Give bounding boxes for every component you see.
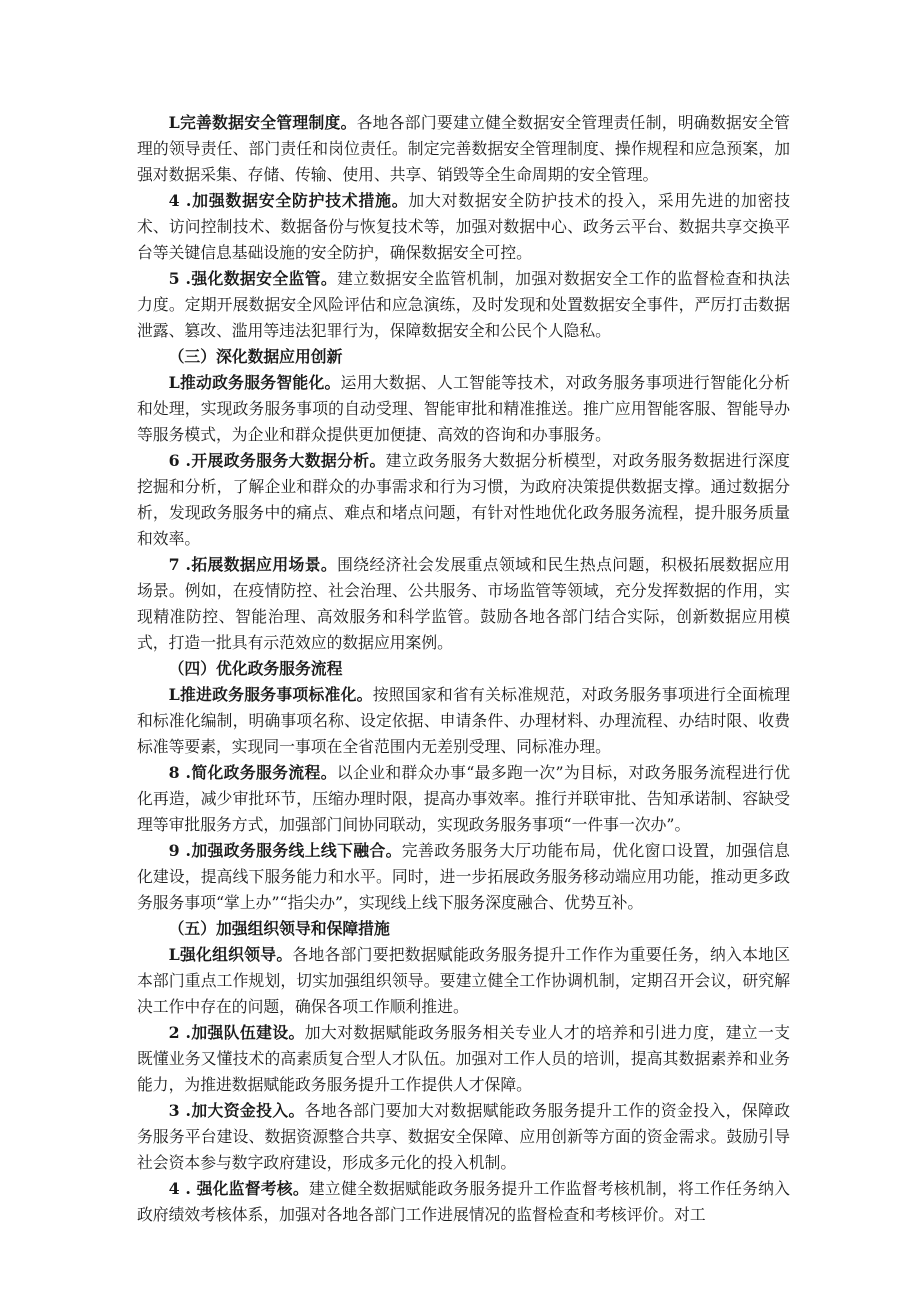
paragraph-text: 加大对数据安全防护技术的投入，采用先进的加密技术、访问控制技术、数据备份与恢复技术等，加强对数据中心、政务云平台、数据共享交换平台等关键信息基础设施的安全防护，确保数据安全可控。 — [137, 191, 790, 262]
paragraph-application-scenarios — [137, 552, 790, 656]
paragraph-text: 各地各部门要把数据赋能政务服务提升工作作为重要任务，纳入本地区本部门重点工作规划，切实加强组织领导。要建立健全工作协调机制，定期召开会议，研究解决工作中存在的问题，确保各项工作顺利推进。 — [137, 945, 790, 1016]
paragraph-label: 8 .简化政务服务流程。 — [168, 763, 337, 782]
paragraph-supervision-assessment — [137, 1176, 790, 1228]
paragraph-text: 围绕经济社会发展重点领域和民生热点问题，积极拓展数据应用场景。例如，在疫情防控、社会治理、公共服务、市场监管等领域，充分发挥数据的作用，实现精准防控、智能治理、高效服务和科学监管。鼓励各地各部门结合实际，创新数据应用模式，打造一批具有示范效应的数据应用案例。 — [137, 555, 790, 652]
paragraph-team-building — [137, 1020, 790, 1098]
paragraph-label: L推进政务服务事项标准化。 — [168, 685, 373, 704]
section-heading-4 — [137, 656, 790, 682]
paragraph-text: 以企业和群众办事“最多跑一次”为目标，对政务服务流程进行优化再造，减少审批环节，压缩办理时限，提高办事效率。推行并联审批、告知承诺制、容缺受理等审批服务方式，加强部门间协同联动，实现政务服务事项“一件事一次办”。 — [137, 763, 790, 834]
paragraph-text: 建立政务服务大数据分析模型，对政务服务数据进行深度挖掘和分析，了解企业和群众的办事需求和行为习惯，为政府决策提供数据支撑。通过数据分析，发现政务服务中的痛点、难点和堵点问题，有针对性地优化政务服务流程，提升服务质量和效率。 — [137, 451, 790, 548]
paragraph-label: 9 .加强政务服务线上线下融合。 — [168, 841, 402, 860]
paragraph-funding — [137, 1098, 790, 1176]
paragraph-simplify-process — [137, 760, 790, 838]
paragraph-text: 各地各部门要建立健全数据安全管理责任制，明确数据安全管理的领导责任、部门责任和岗位责任。制定完善数据安全管理制度、操作规程和应急预案，加强对数据采集、存储、传输、使用、共享、销毁等全生命周期的安全管理。 — [137, 113, 790, 184]
paragraph-label: L推动政务服务智能化。 — [168, 373, 341, 392]
paragraph-data-security-system — [137, 110, 790, 188]
document-body — [137, 110, 790, 1228]
paragraph-data-security-tech — [137, 188, 790, 266]
paragraph-text: 加大对数据赋能政务服务相关专业人才的培养和引进力度，建立一支既懂业务又懂技术的高素质复合型人才队伍。加强对工作人员的培训，提高其数据素养和业务能力，为推进数据赋能政务服务提升工作提供人才保障。 — [137, 1023, 790, 1094]
paragraph-label: 5 .强化数据安全监管。 — [168, 269, 338, 288]
paragraph-label: 7 .拓展数据应用场景。 — [168, 555, 338, 574]
paragraph-label: 4 . 强化监督考核。 — [168, 1179, 309, 1198]
paragraph-text: 各地各部门要加大对数据赋能政务服务提升工作的资金投入，保障政务服务平台建设、数据资源整合共享、数据安全保障、应用创新等方面的资金需求。鼓励引导社会资本参与数字政府建设，形成多元化的投入机制。 — [137, 1101, 790, 1172]
paragraph-big-data-analysis — [137, 448, 790, 552]
section-heading-label: （五）加强组织领导和保障措施 — [168, 919, 390, 938]
section-heading-label: （四）优化政务服务流程 — [168, 659, 343, 678]
paragraph-data-security-supervision — [137, 266, 790, 344]
paragraph-standardization — [137, 682, 790, 760]
paragraph-leadership — [137, 942, 790, 1020]
paragraph-text: 建立数据安全监管机制，加强对数据安全工作的监督检查和执法力度。定期开展数据安全风险评估和应急演练，及时发现和处置数据安全事件，严厉打击数据泄露、篡改、滥用等违法犯罪行为，保障数据安全和公民个人隐私。 — [137, 269, 790, 340]
paragraph-label: 3 .加大资金投入。 — [168, 1101, 305, 1120]
paragraph-text: 完善政务服务大厅功能布局，优化窗口设置，加强信息化建设，提高线下服务能力和水平。同时，进一步拓展政务服务移动端应用功能，推动更多政务服务事项“掌上办”“指尖办”，实现线上线下服务深度融合、优势互补。 — [137, 841, 790, 912]
section-heading-5 — [137, 916, 790, 942]
paragraph-label: L强化组织领导。 — [168, 945, 293, 964]
paragraph-label: 6 .开展政务服务大数据分析。 — [168, 451, 386, 470]
paragraph-smart-service — [137, 370, 790, 448]
paragraph-label: 4 .加强数据安全防护技术措施。 — [168, 191, 409, 210]
section-heading-label: （三）深化数据应用创新 — [168, 347, 343, 366]
paragraph-online-offline — [137, 838, 790, 916]
paragraph-text: 按照国家和省有关标准规范，对政务服务事项进行全面梳理和标准化编制，明确事项名称、设定依据、申请条件、办理材料、办理流程、办结时限、收费标准等要素，实现同一事项在全省范围内无差别受理、同标准办理。 — [137, 685, 790, 756]
paragraph-text: 运用大数据、人工智能等技术，对政务服务事项进行智能化分析和处理，实现政务服务事项的自动受理、智能审批和精准推送。推广应用智能客服、智能导办等服务模式，为企业和群众提供更加便捷、高效的咨询和办事服务。 — [137, 373, 790, 444]
paragraph-text: 建立健全数据赋能政务服务提升工作监督考核机制，将工作任务纳入政府绩效考核体系，加强对各地各部门工作进展情况的监督检查和考核评价。对工 — [137, 1179, 790, 1224]
paragraph-label: L完善数据安全管理制度。 — [168, 113, 357, 132]
section-heading-3 — [137, 344, 790, 370]
paragraph-label: 2 .加强队伍建设。 — [168, 1023, 305, 1042]
